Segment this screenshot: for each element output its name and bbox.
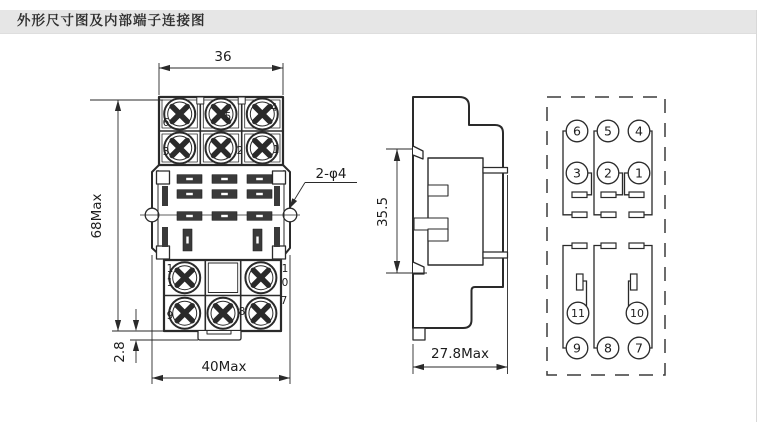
dim-top-width: 36 [214, 49, 232, 65]
side-terminal-tip-upper [483, 168, 508, 174]
front-pin-2: 2 [236, 145, 244, 157]
dim-bottom-width: 40Max [201, 359, 247, 375]
dim-overall-height: 68Max [89, 193, 105, 239]
side-bottom-tab [413, 328, 425, 340]
front-pin-9: 9 [166, 310, 174, 322]
diagram-pin-9: 9 [573, 340, 581, 356]
side-terminal-tip-lower [483, 252, 508, 258]
bottom-tab [198, 331, 241, 340]
front-pin-6: 6 [162, 117, 170, 129]
contact-bars [572, 192, 644, 290]
diagram-pin-10: 10 [630, 307, 644, 320]
dim-mounting-holes: 2-φ4 [315, 166, 347, 182]
diagram-pin-4: 4 [635, 123, 643, 139]
dim-foot-offset: 2.8 [112, 341, 128, 363]
terminal-connection-diagram [547, 97, 665, 375]
front-pin-11-b: 1 [166, 277, 174, 289]
diagram-pin-1: 1 [635, 165, 643, 181]
pin-circles [566, 120, 650, 359]
lower-terminal-block [164, 260, 281, 340]
dim-depth: 27.8Max [431, 346, 489, 362]
front-pin-1: 1 [272, 144, 280, 156]
front-pin-10-a: 1 [281, 263, 289, 275]
front-pin-5: 5 [224, 111, 232, 123]
section-title: 外形尺寸图及内部端子连接图 [17, 13, 206, 29]
diagram-pin-8: 8 [604, 340, 612, 356]
diagram-pin-3: 3 [573, 165, 581, 181]
front-pin-8: 8 [238, 306, 246, 318]
front-pin-4: 4 [270, 102, 278, 114]
front-view-drawing [89, 49, 357, 384]
front-pin-10-b: 0 [281, 277, 289, 289]
upper-terminal-block [159, 97, 283, 165]
side-view-drawing [375, 97, 508, 374]
dim-body-height: 35.5 [375, 196, 391, 228]
diagram-pin-7: 7 [635, 340, 643, 356]
diagram-pin-6: 6 [573, 123, 581, 139]
diagram-pin-11: 11 [571, 307, 585, 320]
diagram-pin-2: 2 [604, 165, 612, 181]
front-pin-3: 3 [162, 146, 170, 158]
side-inner-block [428, 158, 483, 265]
front-pin-11-a: 1 [166, 263, 174, 275]
diagram-pin-5: 5 [604, 123, 612, 139]
front-pin-7: 7 [280, 295, 288, 307]
